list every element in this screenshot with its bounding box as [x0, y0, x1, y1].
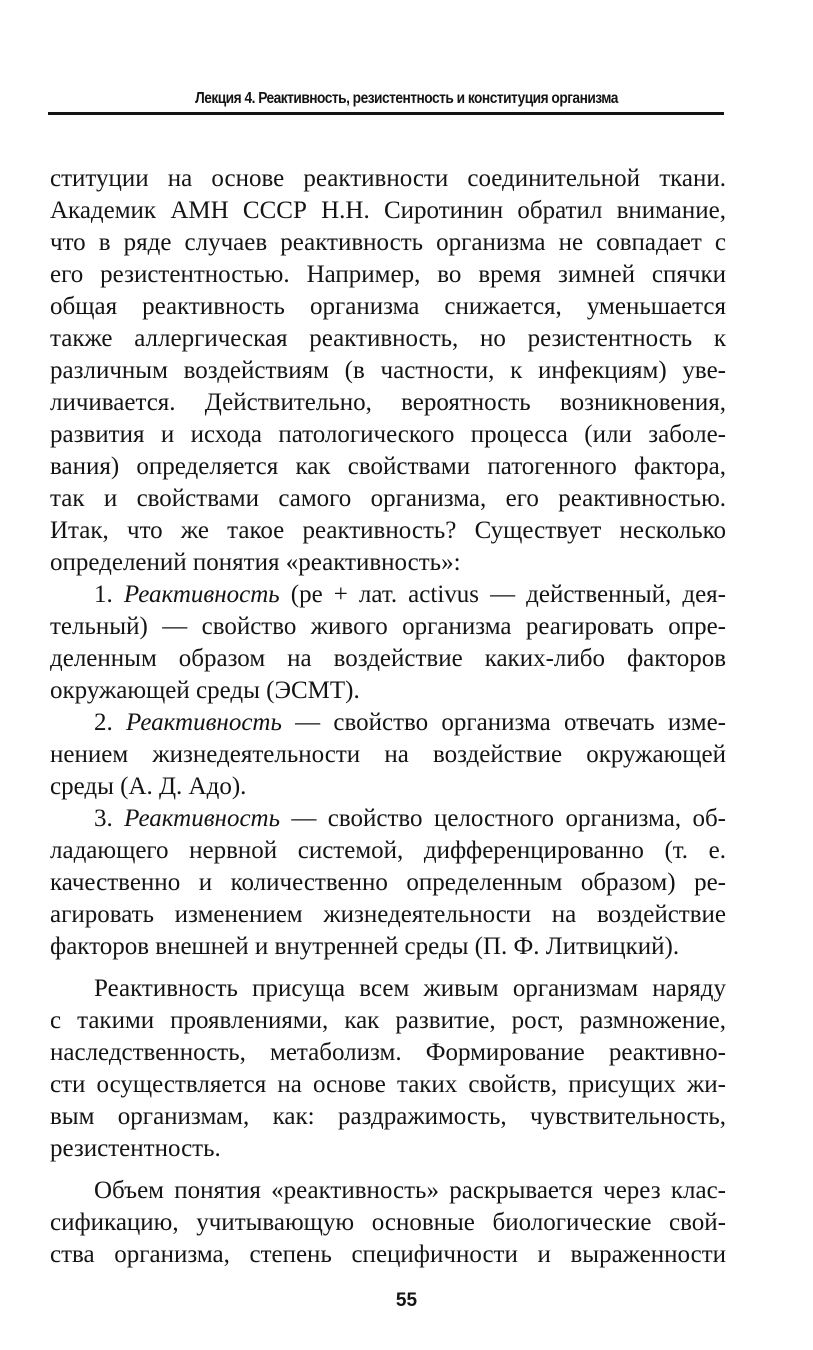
- definition-line: [94, 804, 726, 834]
- text-line: резистентность.: [50, 1135, 221, 1162]
- text-line: агировать изменением жизнедеятельности на воздействие: [50, 901, 726, 928]
- text-line: деленным образом на воздействие каких-либо факторов: [50, 645, 726, 672]
- text-line: окружающей среды (ЭСМТ).: [50, 677, 360, 704]
- text-line: ституции на основе реактивности соединительной ткани.: [50, 165, 726, 192]
- text-line: также аллергическая реактивность, но резистентность к: [50, 325, 726, 352]
- text-line: сти осуществляется на основе таких свойств, присущих жи-: [50, 1071, 726, 1098]
- definition-term: Реактивность: [124, 805, 280, 832]
- text-line: определений понятия «реактивность»:: [50, 549, 461, 576]
- text-line: тельный) — свойство живого организма реагировать опре-: [50, 613, 726, 640]
- text-line: наследственность, метаболизм. Формирование реактивно-: [50, 1039, 726, 1066]
- text-line: ства организма, степень специфичности и выраженности: [50, 1241, 726, 1268]
- definition-number: 1.: [94, 581, 124, 608]
- definition-line: [94, 708, 726, 738]
- definition-line: [94, 580, 726, 610]
- text-line: качественно и количественно определенным образом) ре-: [50, 869, 726, 896]
- text-line: Академик АМН СССР Н.Н. Сиротинин обратил внимание,: [50, 197, 726, 224]
- definition-text: (ре + лат. activus — действенный, дея-: [279, 581, 726, 608]
- text-line: различным воздействиям (в частности, к инфекциям) уве-: [50, 357, 726, 384]
- definition-term: Реактивность: [123, 581, 280, 608]
- definition-text: — свойство целостного организма, об-: [280, 805, 727, 832]
- text-line: Реактивность присуща всем живым организмам наряду: [94, 975, 726, 1002]
- text-line: его резистентностью. Например, во время зимней спячки: [50, 261, 726, 288]
- text-line: сификацию, учитывающую основные биологические свой-: [50, 1209, 726, 1236]
- page-number: 55: [395, 1290, 418, 1311]
- header-rule: [48, 112, 724, 115]
- text-line: вания) определяется как свойствами патогенного фактора,: [50, 453, 726, 480]
- text-line: Объем понятия «реактивность» раскрывается через клас-: [94, 1177, 726, 1204]
- text-line: нением жизнедеятельности на воздействие окружающей: [50, 741, 726, 768]
- text-line: что в ряде случаев реактивность организма не совпадает с: [50, 229, 726, 256]
- definition-number: 2.: [94, 709, 127, 736]
- text-line: ладающего нервной системой, дифференцированно (т. е.: [50, 837, 726, 864]
- text-line: с такими проявлениями, как развитие, рост, размножение,: [50, 1007, 726, 1034]
- text-line: среды (А. Д. Адо).: [50, 773, 247, 800]
- text-line: развития и исхода патологического процесса (или заболе-: [50, 421, 726, 448]
- text-line: факторов внешней и внутренней среды (П. Ф. Литвицкий).: [50, 933, 680, 960]
- text-line: вым организмам, как: раздражимость, чувствительность,: [50, 1103, 726, 1130]
- text-line: личивается. Действительно, вероятность возникновения,: [50, 389, 726, 416]
- definition-term: Реактивность: [126, 709, 282, 736]
- definition-number: 3.: [94, 805, 125, 832]
- text-line: так и свойствами самого организма, его реактивностью.: [50, 485, 726, 512]
- definition-text: — свойство организма отвечать изме-: [281, 709, 727, 736]
- text-line: Итак, что же такое реактивность? Существует несколько: [50, 517, 726, 544]
- text-line: общая реактивность организма снижается, уменьшается: [50, 293, 726, 320]
- running-header: Лекция 4. Реактивность, резистентность и конституция организма: [195, 90, 618, 107]
